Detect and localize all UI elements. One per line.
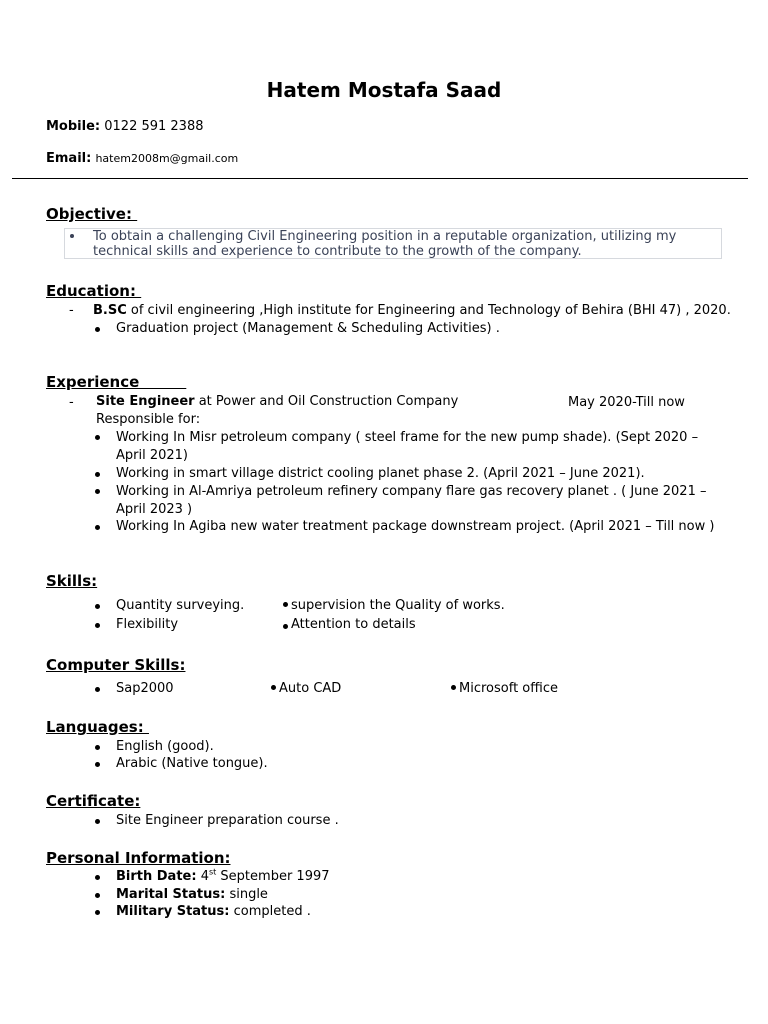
language-item: Arabic (Native tongue). [116,756,268,771]
degree-detail: of civil engineering ,High institute for Engineering and Technology of Behira (BHI 47) , 2020. [126,303,731,318]
military-status-label: Military Status: [116,904,230,919]
birth-date-label: Birth Date: [116,869,197,884]
graduation-project: Graduation project (Management & Scheduling Activities) . [116,321,500,336]
experience-item: Working In Agiba new water treatment package downstream project. (April 2021 – Till now ) [116,519,715,534]
language-item: English (good). [116,739,214,754]
computer-skill-item: Auto CAD [279,681,342,696]
experience-heading: Experience [46,373,187,391]
marital-status-value: single [225,887,268,902]
personal-info-heading: Personal Information: [46,849,231,867]
email-line [46,151,238,166]
bullet-icon [451,685,456,690]
skill-item: Attention to details [291,617,416,632]
dash-icon: - [69,395,74,410]
military-status-line [116,904,311,919]
education-heading: Education: [46,282,142,300]
computer-skill-item: Microsoft office [459,681,558,696]
objective-text: To obtain a challenging Civil Engineering position in a reputable organization, utilizing my technical skills and experience to contribute to the growth of the company. [93,229,677,259]
header-divider [12,178,748,179]
birth-month-year: September 1997 [216,869,330,884]
marital-status-label: Marital Status: [116,887,226,902]
mobile-label: Mobile: [46,119,101,134]
computer-skills-heading: Computer Skills: [46,656,186,674]
experience-dates: May 2020-Till now [568,395,685,410]
skill-item: supervision the Quality of works. [291,598,505,613]
birth-day-suffix: st [208,867,217,877]
computer-skill-item: Sap2000 [116,681,174,696]
experience-item: Working in Al-Amriya petroleum refinery company flare gas recovery planet . ( June 2021 – April 2023 ) [116,483,724,519]
birth-day: 4 [196,869,209,884]
responsible-for-label: Responsible for: [96,412,201,427]
objective-heading: Objective: [46,205,138,223]
birth-date-line [116,869,330,884]
skills-heading: Skills: [46,572,98,590]
bullet-icon [283,624,288,629]
skill-item: Quantity surveying. [116,598,245,613]
mobile-line [46,119,204,134]
military-status-value: completed . [229,904,311,919]
degree-title: B.SC [93,303,127,318]
certificate-heading: Certificate: [46,792,141,810]
email-value: hatem2008m@gmail.com [95,152,239,165]
skill-item: Flexibility [116,617,179,632]
dash-icon: - [69,303,74,318]
education-degree [93,303,731,318]
mobile-value: 0122 591 2388 [104,119,204,134]
email-label: Email: [46,151,92,166]
role-company: at Power and Oil Construction Company [194,394,459,409]
certificate-item: Site Engineer preparation course . [116,813,339,828]
objective-bullet-icon [70,234,74,238]
role-title: Site Engineer [96,394,195,409]
experience-role-line [96,394,458,409]
languages-heading: Languages: [46,718,149,736]
experience-item: Working in smart village district cooling planet phase 2. (April 2021 – June 2021). [116,466,645,481]
marital-status-line [116,887,268,902]
bullet-icon [271,685,276,690]
experience-item: Working In Misr petroleum company ( steel frame for the new pump shade). (Sept 2020 – April 2021) [116,429,724,465]
resume-name: Hatem Mostafa Saad [266,78,502,102]
bullet-icon [283,602,288,607]
